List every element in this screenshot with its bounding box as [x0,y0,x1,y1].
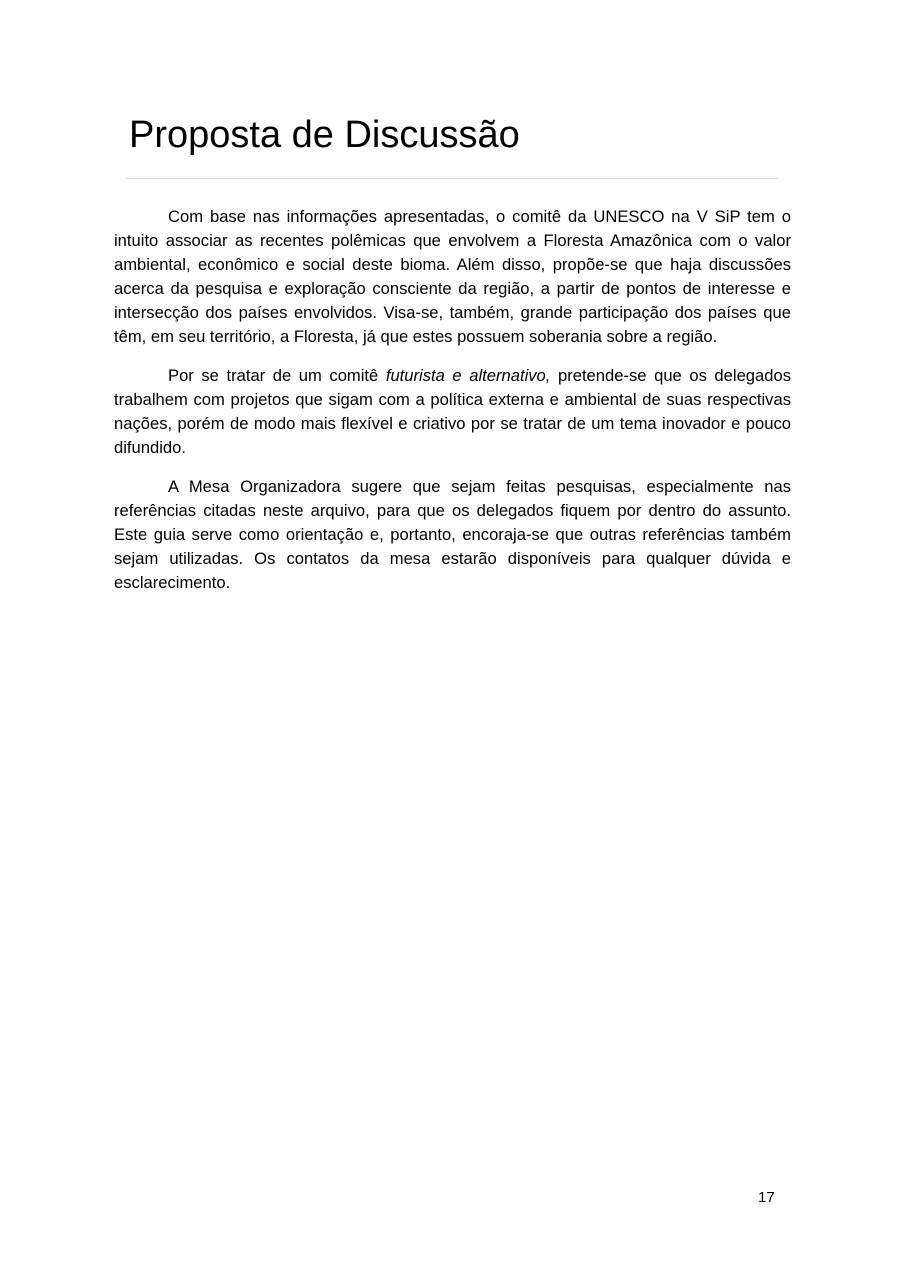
paragraph-1: Com base nas informações apresentadas, o comitê da UNESCO na V SiP tem o intuito associar as recentes polêmicas que envolvem a Floresta Amazônica com o valor ambiental, econômico e social deste bioma. Além disso, propõe-se que haja discussões acerca da pesquisa e exploração consciente da região, a partir de pontos de interesse e intersecção dos países envolvidos. Visa-se, também, grande participação dos países que têm, em seu território, a Floresta, já que estes possuem soberania sobre a região. [114,207,791,346]
title-divider [126,178,778,179]
section-title: Proposta de Discussão [129,114,520,156]
paragraph-2 [114,364,791,460]
page-number: 17 [758,1189,775,1206]
paragraph-2-italic-phrase: futurista e alternativo, [385,366,551,385]
paragraph-2-text-start: Por se tratar de um comitê [168,366,386,385]
body-text [114,205,791,610]
paragraph-2-text-end: pretende-se que os delegados trabalhem com projetos que sigam com a política externa e ambiental de suas respectivas nações, porém de modo mais flexível e criativo por se tratar de um tema inovador e pouco difundido. [114,366,792,457]
paragraph-3: A Mesa Organizadora sugere que sejam feitas pesquisas, especialmente nas referências citadas neste arquivo, para que os delegados fiquem por dentro do assunto. Este guia serve como orientação e, portanto, encoraja-se que outras referências também sejam utilizadas. Os contatos da mesa estarão disponíveis para qualquer dúvida e esclarecimento. [114,477,791,592]
